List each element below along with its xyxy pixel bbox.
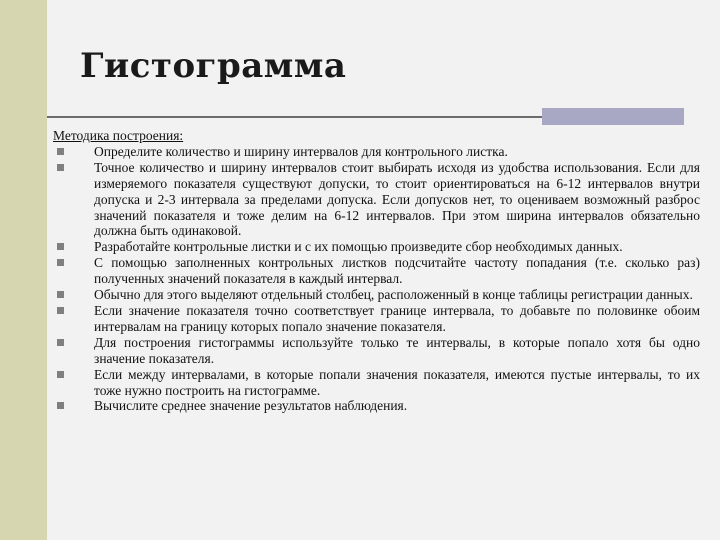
method-heading: Методика построения: xyxy=(53,128,184,143)
accent-box xyxy=(542,108,684,125)
list-item xyxy=(53,255,700,287)
left-decorative-bar xyxy=(0,0,47,540)
list-item xyxy=(53,239,700,255)
square-bullet-icon xyxy=(57,371,64,378)
list-item-text: Если между интервалами, в которые попали значения показателя, имеются пустые интервалы, то их тоже нужно построить на гистограмме. xyxy=(94,366,700,398)
square-bullet-icon xyxy=(57,307,64,314)
list-item-text: Вычислите среднее значение результатов наблюдения. xyxy=(94,398,408,414)
square-bullet-icon xyxy=(57,164,64,171)
list-item xyxy=(53,367,700,399)
title-divider xyxy=(47,116,542,118)
square-bullet-icon xyxy=(57,291,64,298)
list-item-text: Если значение показателя точно соответствует границе интервала, то добавьте по половинке обоим интервалам на границу которых попало значение показателя. xyxy=(94,302,700,334)
list-item-text: Для построения гистограммы используйте только те интервалы, в которые попало хотя бы одно значение показателя. xyxy=(94,334,700,366)
list-item xyxy=(53,303,700,335)
list-item-text: Определите количество и ширину интервалов для контрольного листка. xyxy=(94,143,508,159)
list-item xyxy=(53,287,700,303)
square-bullet-icon xyxy=(57,243,64,250)
slide-content xyxy=(53,128,700,414)
list-item-text: Обычно для этого выделяют отдельный столбец, расположенный в конце таблицы регистрации данных. xyxy=(94,287,693,303)
square-bullet-icon xyxy=(57,402,64,409)
list-item-text: Точное количество и ширину интервалов стоит выбирать исходя из удобства использования. Если для измеряемого показателя существуют допуски, то стоит ориентироваться на 6-12 интервалов внутри допуска и 2-3 интервала за пределами допуска. Если допусков нет, то оцениваем возможный разброс значений показателя и тоже делим на 6-12 интервалов. При этом ширина интервалов обязательно должна быть одинаковой. xyxy=(94,159,700,239)
square-bullet-icon xyxy=(57,148,64,155)
slide-title: Гистограмма xyxy=(80,46,347,86)
square-bullet-icon xyxy=(57,259,64,266)
list-item xyxy=(53,335,700,367)
list-item-text: С помощью заполненных контрольных листков подсчитайте частоту попадания (т.е. сколько раз) полученных значений показателя в каждый интервал. xyxy=(94,255,700,287)
list-item xyxy=(53,398,700,414)
list-item xyxy=(53,144,700,160)
list-item xyxy=(53,160,700,240)
list-item-text: Разработайте контрольные листки и с их помощью произведите сбор необходимых данных. xyxy=(94,239,623,255)
square-bullet-icon xyxy=(57,339,64,346)
